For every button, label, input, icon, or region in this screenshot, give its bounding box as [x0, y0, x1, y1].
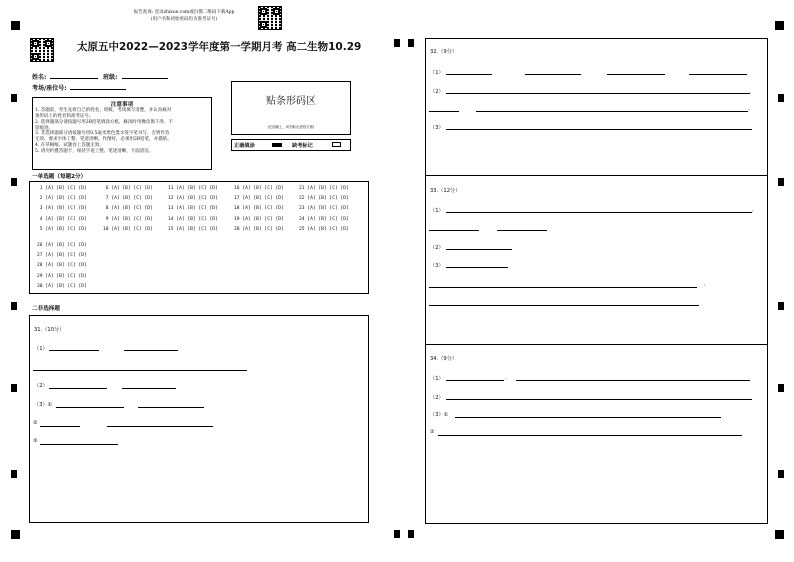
q33-answer-line[interactable] — [446, 249, 512, 250]
corner-mark — [11, 530, 20, 539]
page-title: 太原五中2022—2023学年度第一学期月考 高二生物10.29 — [77, 41, 362, 53]
q34-dot: 、 — [505, 375, 511, 381]
q32-part3-label: （3） — [430, 125, 444, 131]
notice-line: 条形码上的姓名和准考证号。 — [35, 113, 94, 119]
q34-part1-label: （1） — [430, 376, 444, 382]
q31-answer-line[interactable] — [49, 350, 99, 351]
q32-answer-line[interactable] — [607, 74, 665, 75]
choice-row-3[interactable]: 3 [A] [B] [C] [D] — [37, 206, 87, 212]
timing-mark — [778, 384, 784, 392]
q34-part2-label: （2） — [430, 395, 444, 401]
q31-part2-label: （2） — [34, 383, 48, 389]
q32-answer-line[interactable] — [446, 74, 492, 75]
timing-mark — [11, 384, 17, 392]
correct-fill-sample — [272, 143, 282, 147]
timing-mark — [408, 39, 414, 47]
choice-row-28[interactable]: 28 [A] [B] [C] [D] — [37, 263, 87, 269]
q34-answer-line[interactable] — [438, 435, 742, 436]
correct-fill-text: 正确填涂 — [234, 143, 255, 149]
choice-row-25[interactable]: 25 [A] [B] [C] [D] — [299, 226, 349, 232]
choice-row-13[interactable]: 13 [A] [B] [C] [D] — [168, 206, 218, 212]
q31-answer-line[interactable] — [40, 426, 80, 427]
notice-line: 4. 在草稿纸、试题卷上答题无效。 — [35, 143, 104, 149]
report-query-text: 报告查询: 登录zhixue.com或扫描二维码下载App — [133, 10, 235, 15]
barcode-label: 贴条形码区 — [266, 96, 316, 107]
q31-answer-line[interactable] — [138, 407, 204, 408]
q31-answer-line[interactable] — [49, 388, 107, 389]
q32-comma: ， — [749, 89, 755, 95]
q33-part3-label: （3） — [430, 263, 444, 269]
choice-row-16[interactable]: 16 [A] [B] [C] [D] — [234, 186, 284, 191]
divider — [425, 344, 768, 345]
notice-line: 1. 答题前，考生先将自己的姓名、班级、考场填写清楚，并认真核对 — [35, 108, 172, 113]
q31-circle3-label: ③ — [33, 438, 38, 444]
q31-answer-line[interactable] — [107, 426, 213, 427]
q33-answer-line[interactable] — [446, 212, 752, 213]
nonchoice-heading: 二非选择题 — [32, 306, 60, 312]
timing-mark — [11, 302, 17, 310]
choice-row-1[interactable]: 1 [A] [B] [C] [D] — [37, 186, 87, 191]
q33-answer-line[interactable] — [429, 287, 697, 288]
barcode-note: (正面朝上，切勿贴出虚线方框) — [267, 125, 315, 129]
q34-circle2-label: ② — [430, 429, 435, 435]
correct-fill-label — [234, 142, 255, 149]
choice-row-6[interactable]: 6 [A] [B] [C] [D] — [103, 186, 153, 191]
q34-title: 34.（9分） — [430, 356, 458, 362]
q33-title: 33.（12分） — [430, 188, 461, 194]
name-label: 姓名: — [32, 74, 47, 81]
q31-answer-line[interactable] — [122, 388, 176, 389]
q33-part1-label: （1） — [430, 208, 444, 214]
choice-row-11[interactable]: 11 [A] [B] [C] [D] — [168, 186, 218, 191]
divider — [425, 175, 768, 176]
timing-mark — [11, 178, 17, 186]
choice-row-23[interactable]: 23 [A] [B] [C] [D] — [299, 206, 349, 212]
choice-row-2[interactable]: 2 [A] [B] [C] [D] — [37, 196, 87, 202]
q31-part3-label: （3）① — [34, 402, 53, 408]
q34-answer-line[interactable] — [455, 417, 721, 418]
timing-mark — [394, 39, 400, 47]
q31-box — [29, 315, 369, 523]
class-label: 班级: — [103, 74, 118, 81]
class-field[interactable] — [122, 78, 168, 79]
q32-answer-line[interactable] — [446, 129, 752, 130]
timing-mark — [778, 302, 784, 310]
choice-row-27[interactable]: 27 [A] [B] [C] [D] — [37, 253, 87, 259]
single-choice-heading: 一单选题（每题2分） — [32, 174, 87, 180]
choice-row-24[interactable]: 24 [A] [B] [C] [D] — [299, 216, 349, 222]
notice-line: 5. 请勿折叠答题卡，保持字迹工整、笔迹清晰、卡面清洁。 — [35, 148, 154, 154]
choice-row-21[interactable]: 21 [A] [B] [C] [D] — [299, 186, 349, 191]
notice-heading: 注意事项 — [110, 102, 134, 108]
absent-mark-checkbox[interactable] — [332, 142, 341, 147]
choice-row-15[interactable]: 15 [A] [B] [C] [D] — [168, 226, 218, 232]
q32-answer-line[interactable] — [689, 74, 747, 75]
timing-mark — [11, 470, 17, 478]
qr-code-icon — [30, 38, 54, 62]
choice-row-22[interactable]: 22 [A] [B] [C] [D] — [299, 196, 349, 202]
q32-answer-line[interactable] — [525, 74, 581, 75]
q34-answer-line[interactable] — [516, 380, 750, 381]
choice-row-4[interactable]: 4 [A] [B] [C] [D] — [37, 216, 87, 222]
corner-mark — [775, 21, 784, 30]
q31-title: 31.（10分） — [34, 327, 65, 333]
choice-row-18[interactable]: 18 [A] [B] [C] [D] — [234, 206, 284, 212]
room-seat-field[interactable] — [70, 89, 126, 90]
q32-answer-line[interactable] — [429, 111, 459, 112]
timing-mark — [11, 94, 17, 102]
name-field[interactable] — [50, 78, 98, 79]
choice-row-17[interactable]: 17 [A] [B] [C] [D] — [234, 196, 284, 202]
qr-code-icon — [258, 6, 282, 30]
absent-mark-label: 缺考标记 — [292, 143, 313, 149]
q32-answer-line[interactable] — [446, 93, 750, 94]
q33-comma: ， — [752, 207, 758, 213]
notice-line: 3. 非选择题部分请按题号用0.5毫米黑色墨水签字笔书写，否则作答 — [35, 131, 170, 137]
choice-row-5[interactable]: 5 [A] [B] [C] [D] — [37, 226, 87, 232]
q33-part2-label: （2） — [430, 245, 444, 251]
q31-answer-line[interactable] — [33, 370, 247, 371]
choice-row-8[interactable]: 8 [A] [B] [C] [D] — [103, 206, 153, 212]
q31-circle2-label: ② — [33, 420, 38, 426]
choice-row-14[interactable]: 14 [A] [B] [C] [D] — [168, 216, 218, 222]
notice-line: 无效。要求字体工整、笔迹清晰。作图时，必须用2B铅笔，并描浓。 — [35, 137, 172, 143]
q32-part1-label: （1） — [430, 70, 444, 76]
notice-line: 留痕迹。 — [35, 125, 53, 131]
login-hint-text: (用户名和初始密码均为准考证号) — [150, 17, 218, 22]
q33-comma: ， — [704, 281, 710, 287]
q32-title: 32.（9分） — [430, 49, 458, 55]
notice-line: 2. 选择题部分请按题号用2B铅笔填涂方框，修改时用橡皮擦干净，不 — [35, 119, 173, 125]
choice-row-20[interactable]: 20 [A] [B] [C] [D] — [234, 226, 284, 232]
choice-row-19[interactable]: 19 [A] [B] [C] [D] — [234, 216, 284, 222]
timing-mark — [778, 94, 784, 102]
choice-row-7[interactable]: 7 [A] [B] [C] [D] — [103, 196, 153, 202]
q31-answer-line[interactable] — [124, 350, 178, 351]
q31-answer-line[interactable] — [40, 444, 118, 445]
choice-row-12[interactable]: 12 [A] [B] [C] [D] — [168, 196, 218, 202]
q31-part1-label: （1） — [34, 346, 48, 352]
q32-part2-label: （2） — [430, 89, 444, 95]
timing-mark — [394, 530, 400, 538]
choice-row-29[interactable]: 29 [A] [B] [C] [D] — [37, 273, 87, 279]
q34-answer-line[interactable] — [446, 380, 504, 381]
q33-answer-line[interactable] — [497, 230, 547, 231]
timing-mark — [408, 530, 414, 538]
room-seat-label: 考场/座位号: — [32, 85, 67, 92]
q33-answer-line[interactable] — [446, 267, 508, 268]
timing-mark — [778, 178, 784, 186]
choice-row-10[interactable]: 10 [A] [B] [C] [D] — [103, 226, 153, 232]
q32-period: 。 — [748, 106, 754, 112]
timing-mark — [778, 470, 784, 478]
q33-answer-line[interactable] — [429, 230, 479, 231]
choice-row-26[interactable]: 26 [A] [B] [C] [D] — [37, 243, 87, 248]
q33-answer-line[interactable] — [429, 305, 699, 306]
q34-part3-label: （3）① — [430, 412, 449, 418]
corner-mark — [11, 21, 20, 30]
corner-mark — [775, 530, 784, 539]
notice-text — [35, 108, 211, 155]
choice-row-9[interactable]: 9 [A] [B] [C] [D] — [103, 216, 153, 222]
q32-answer-line[interactable] — [476, 111, 748, 112]
choice-row-30[interactable]: 30 [A] [B] [C] [D] — [37, 283, 87, 289]
q31-answer-line[interactable] — [56, 407, 124, 408]
q34-answer-line[interactable] — [446, 399, 752, 400]
